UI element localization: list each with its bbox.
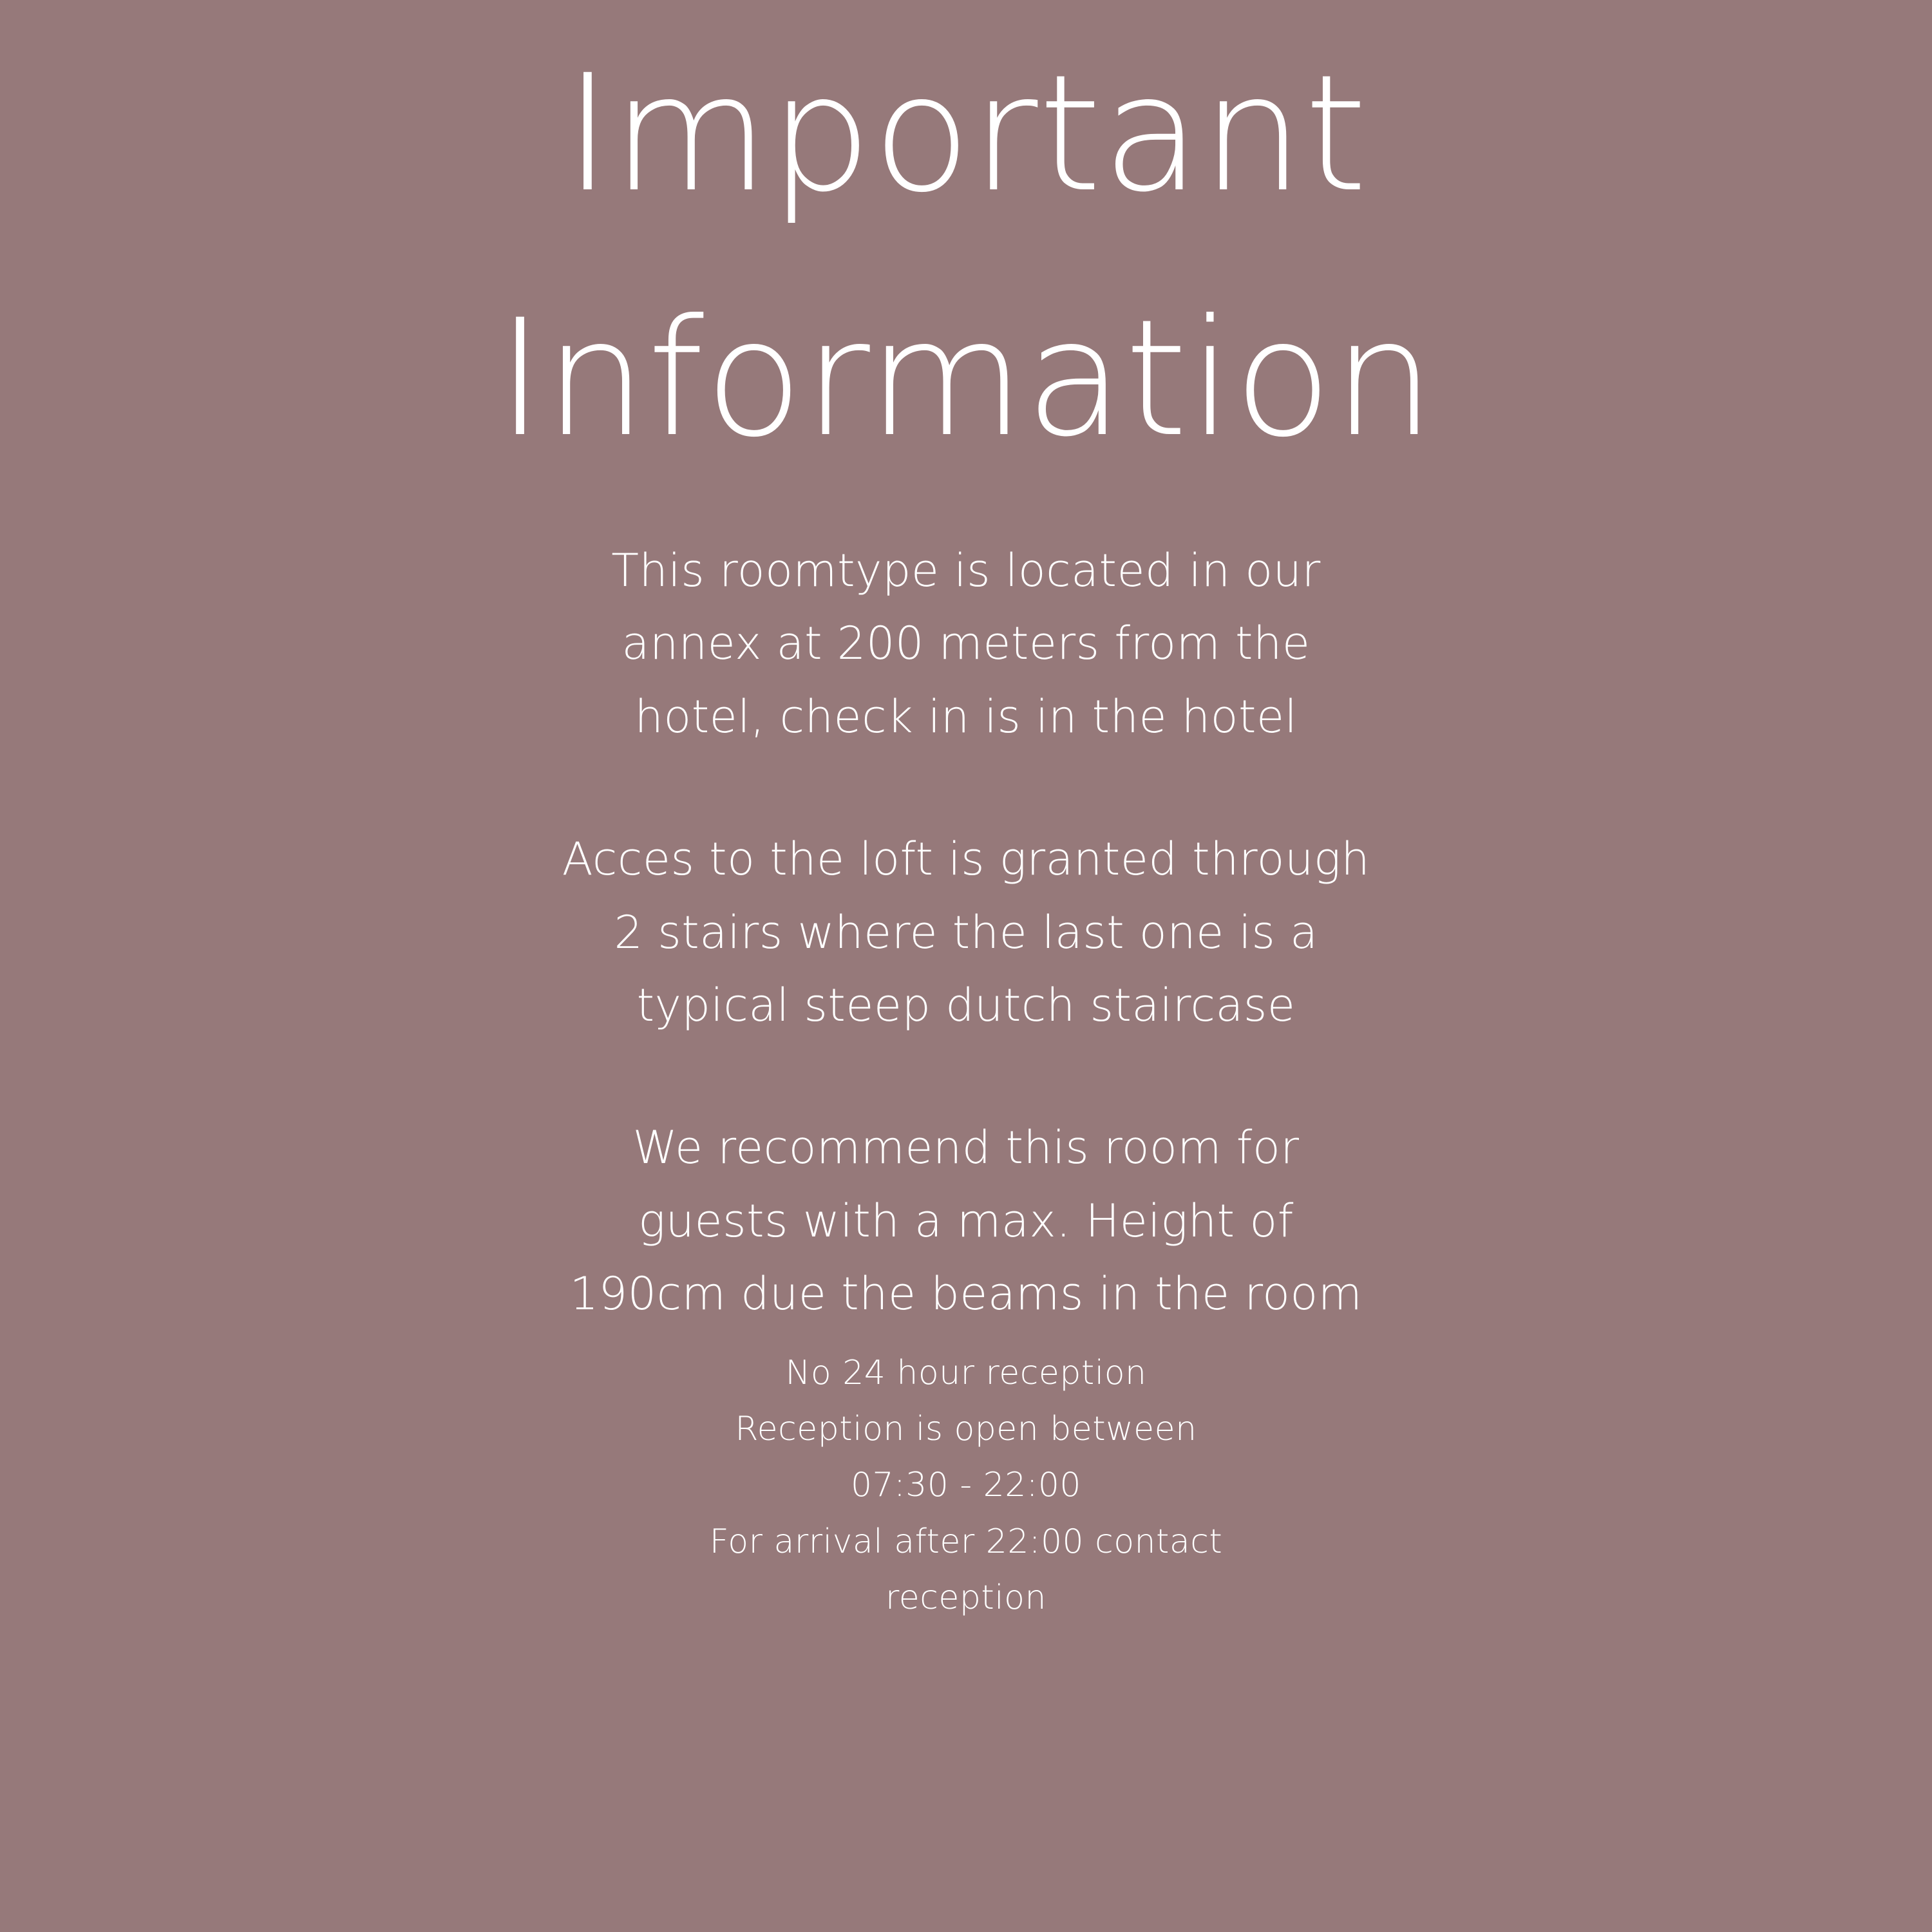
information-body bbox=[560, 535, 1372, 1331]
paragraph-height-recommendation: We recommend this room for guests with a max. Height of 190cm due the beams in the room bbox=[569, 1121, 1363, 1321]
page-title bbox=[0, 12, 1932, 501]
footer-line-3: 07:30 - 22:00 bbox=[850, 1466, 1082, 1505]
paragraph-loft-access: Acces to the loft is granted through 2 stairs where the last one is a typical steep dutch staircase bbox=[562, 833, 1370, 1032]
paragraph-location: This roomtype is located in our annex at 200 meters from the hotel, check in is in the hotel bbox=[611, 544, 1321, 743]
footer-line-2: Reception is open between bbox=[735, 1409, 1197, 1448]
footer-line-5: reception bbox=[886, 1578, 1046, 1617]
footer-line-1: No 24 hour reception bbox=[785, 1353, 1147, 1392]
page-title-line-1: Important bbox=[564, 40, 1368, 227]
footer-line-4: For arrival after 22:00 contact bbox=[709, 1522, 1223, 1561]
reception-hours-note bbox=[580, 1345, 1352, 1627]
page-title-line-2: Information bbox=[496, 285, 1436, 472]
